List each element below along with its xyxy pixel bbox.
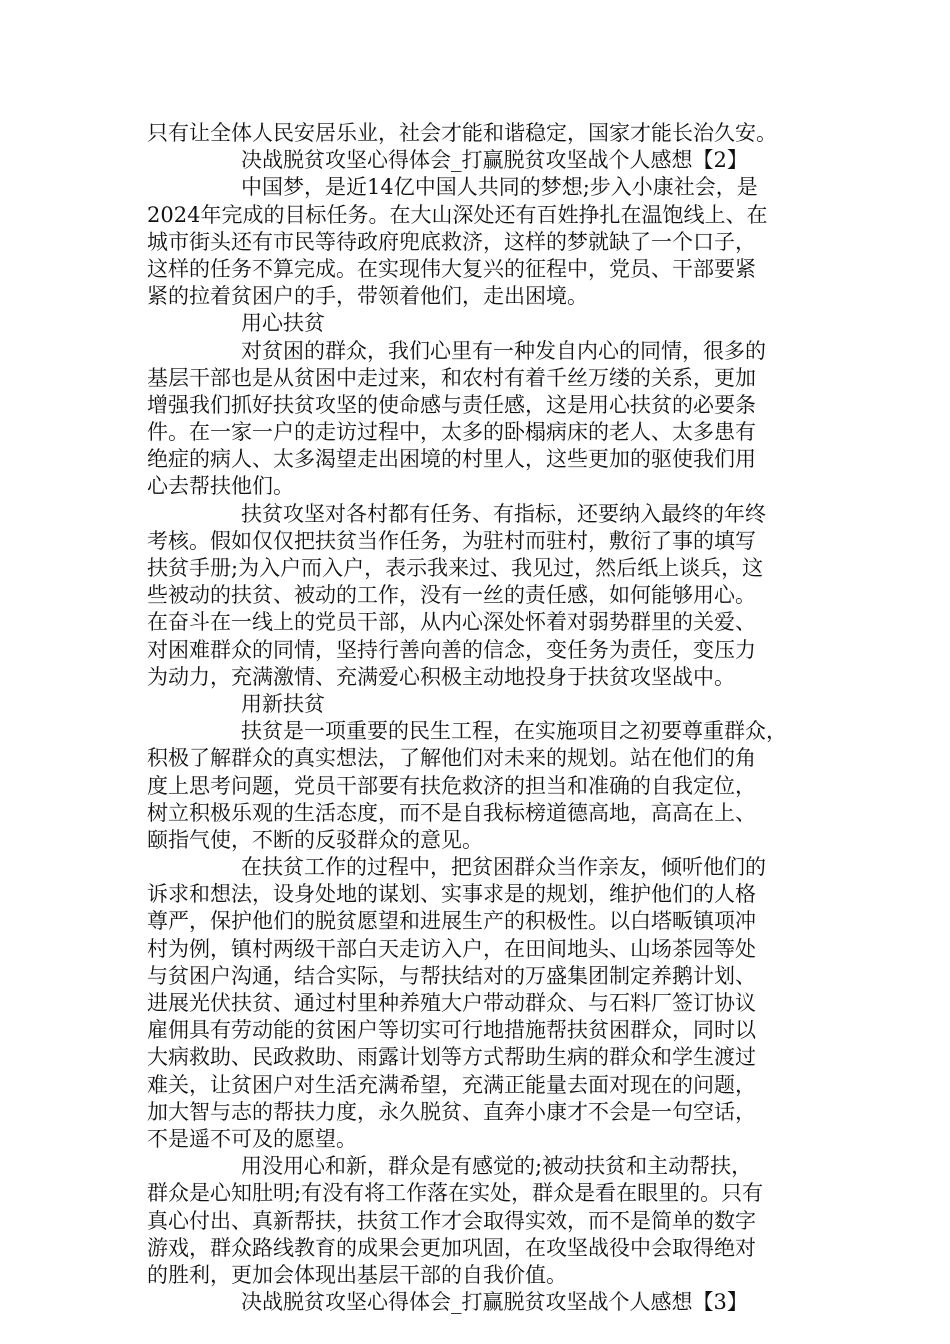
text-line: 扶贫手册;为入户而入户，表示我来过、我见过，然后纸上谈兵，这 [147,556,764,580]
text-line: 扶贫是一项重要的民生工程，在实施项目之初要尊重群众， [241,719,787,744]
text-line: 在扶贫工作的过程中，把贫困群众当作亲友，倾听他们的 [241,855,766,880]
text-line: 对困难群众的同情，坚持行善向善的信念，变任务为责任，变压力 [147,637,756,662]
text-line: 加大智与志的帮扶力度，永久脱贫、直奔小康才不会是一句空话， [147,1099,756,1124]
text-line: 颐指气使，不断的反驳群众的意见。 [147,827,483,852]
text-line: 基层干部也是从贫困中走过来，和农村有着千丝万缕的关系，更加 [147,365,756,390]
text-line: 尊严，保护他们的脱贫愿望和进展生产的积极性。以白塔畈镇项冲 [147,909,756,934]
text-line: 心去帮扶他们。 [147,474,294,499]
text-line: 这样的任务不算完成。在实现伟大复兴的征程中，党员、干部要紧 [147,256,756,281]
text-line: 考核。假如仅仅把扶贫当作任务，为驻村而驻村，敷衍了事的填写 [147,528,756,553]
text-line: 用心扶贫 [241,311,325,336]
text-line: 中国梦，是近14亿中国人共同的梦想;步入小康社会，是 [241,175,758,200]
text-line: 用没用心和新，群众是有感觉的;被动扶贫和主动帮扶， [241,1154,753,1179]
text-line: 城市街头还有市民等待政府兜底救济，这样的梦就缺了一个口子， [147,229,756,254]
text-line: 为动力，充满激情、充满爱心积极主动地投身于扶贫攻坚战中。 [147,664,735,689]
text-line: 决战脱贫攻坚心得体会_打赢脱贫攻坚战个人感想【2】 [241,148,748,173]
document-page [147,120,817,1316]
text-line: 村为例，镇村两级干部白天走访入户，在田间地头、山场茶园等处 [147,936,756,961]
text-line: 扶贫攻坚对各村都有任务、有指标，还要纳入最终的年终 [241,501,766,526]
text-line: 的胜利，更加会体现出基层干部的自我价值。 [147,1262,567,1287]
text-line: 对贫困的群众，我们心里有一种发自内心的同情，很多的 [241,338,766,363]
text-line: 不是遥不可及的愿望。 [147,1126,357,1151]
text-line: 在奋斗在一线上的党员干部，从内心深处怀着对弱势群里的关爱、 [147,610,756,635]
text-line: 2024年完成的目标任务。在大山深处还有百姓挣扎在温饱线上、在 [147,202,768,227]
text-line: 用新扶贫 [241,691,325,716]
text-line: 度上思考问题，党员干部要有扶危救济的担当和准确的自我定位， [147,773,756,798]
text-line: 增强我们抓好扶贫攻坚的使命感与责任感，这是用心扶贫的必要条 [147,392,756,417]
text-line: 只有让全体人民安居乐业，社会才能和谐稳定，国家才能长治久安。 [147,121,777,145]
text-line: 难关，让贫困户对生活充满希望，充满正能量去面对现在的问题， [147,1072,756,1097]
text-line: 群众是心知肚明;有没有将工作落在实处，群众是看在眼里的。只有 [147,1181,764,1206]
text-line: 真心付出、真新帮扶，扶贫工作才会取得实效，而不是简单的数字 [147,1208,756,1233]
text-line: 雇佣具有劳动能的贫困户等切实可行地措施帮扶贫困群众，同时以 [147,1018,756,1043]
text-line: 与贫困户沟通，结合实际，与帮扶结对的万盛集团制定养鹅计划、 [147,963,756,988]
text-line: 绝症的病人、太多渴望走出困境的村里人，这些更加的驱使我们用 [147,447,756,472]
text-line: 游戏，群众路线教育的成果会更加巩固，在攻坚战役中会取得绝对 [147,1235,756,1260]
text-line: 些被动的扶贫、被动的工作，没有一丝的责任感，如何能够用心。 [147,583,756,608]
text-line: 紧的拉着贫困户的手，带领着他们，走出困境。 [147,284,588,309]
text-line: 诉求和想法，设身处地的谋划、实事求是的规划，维护他们的人格 [147,882,756,907]
text-line: 决战脱贫攻坚心得体会_打赢脱贫攻坚战个人感想【3】 [241,1290,748,1315]
text-line: 积极了解群众的真实想法，了解他们对未来的规划。站在他们的角 [147,746,756,771]
text-line: 大病救助、民政救助、雨露计划等方式帮助生病的群众和学生渡过 [147,1045,756,1070]
text-line: 进展光伏扶贫、通过村里种养殖大户带动群众、与石料厂签订协议 [147,991,756,1015]
text-line: 件。在一家一户的走访过程中，太多的卧榻病床的老人、太多患有 [147,420,756,445]
text-line: 树立积极乐观的生活态度，而不是自我标榜道德高地，高高在上、 [147,800,756,825]
